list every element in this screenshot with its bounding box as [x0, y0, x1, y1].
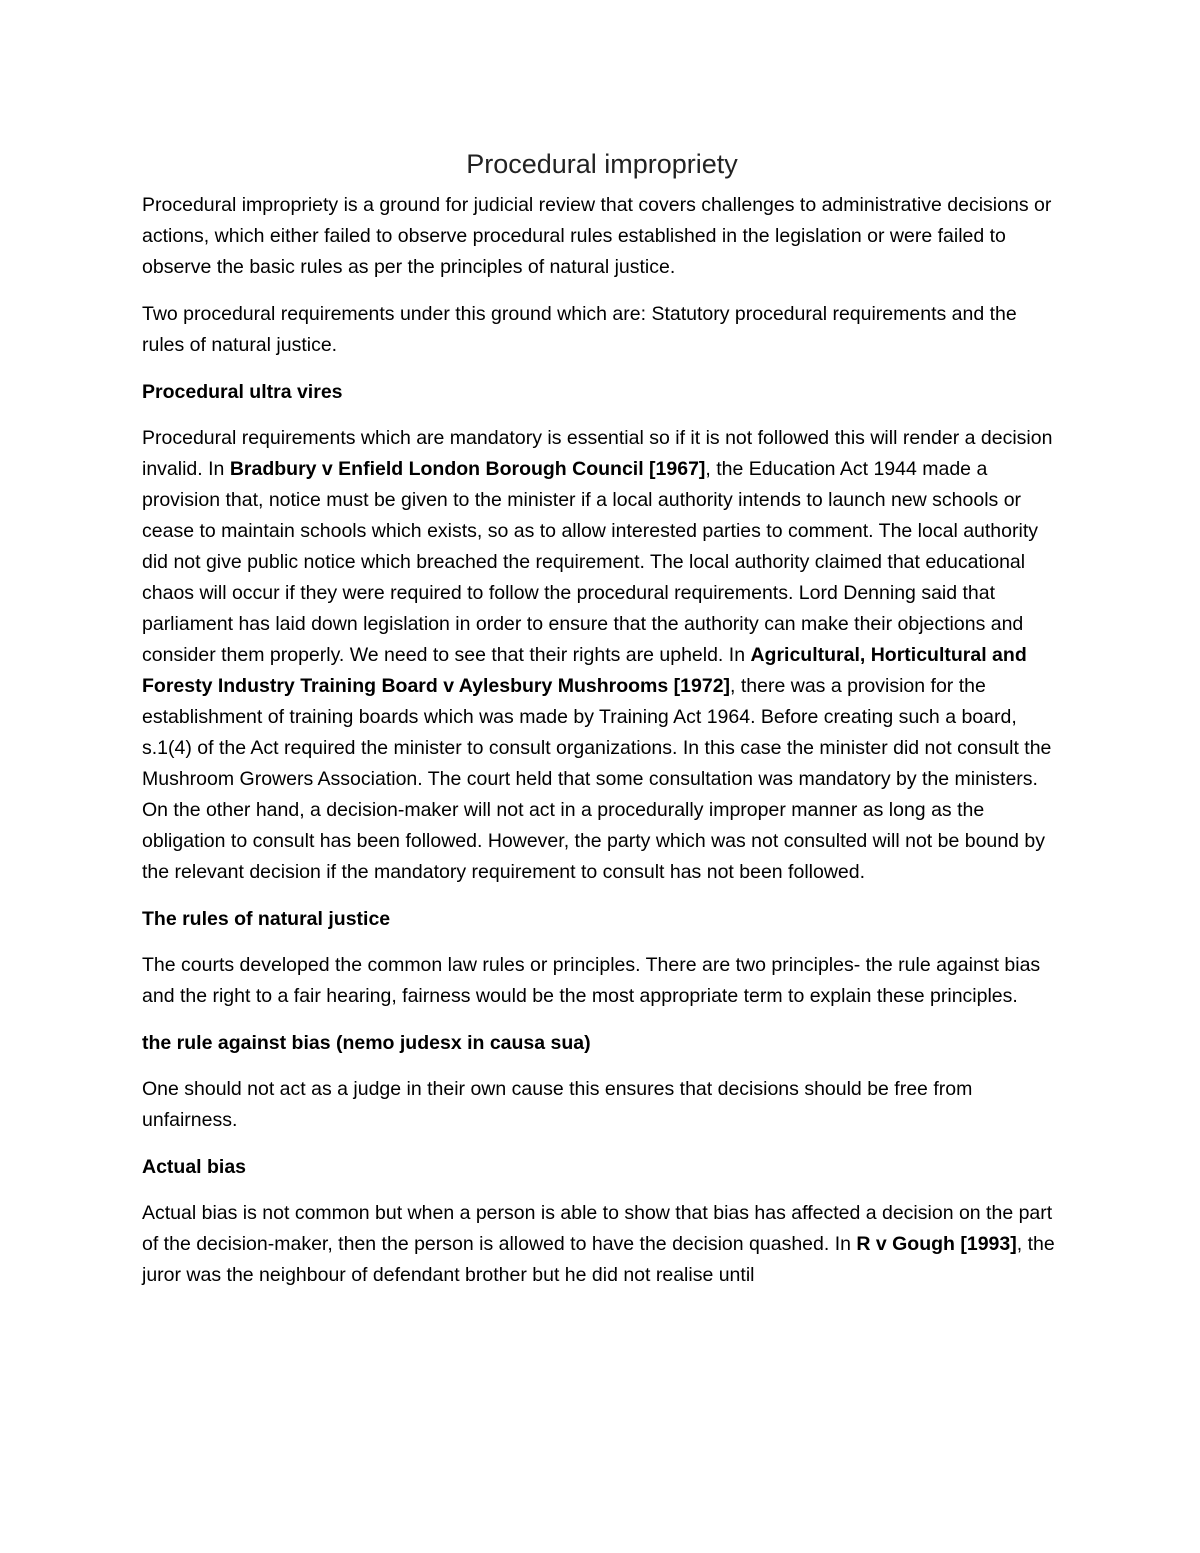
text-segment: , the juror was the neighbour of defendant brother but he did not realise until — [142, 1233, 1055, 1286]
natural-justice-paragraph: The courts developed the common law rules or principles. There are two principles- the rule against bias and the right to a fair hearing, fairness would be the most appropriate term to explain these principles. — [142, 954, 1041, 1007]
rule-against-bias-paragraph: One should not act as a judge in their own cause this ensures that decisions should be free from unfairness. — [142, 1078, 973, 1131]
case-citation-bradbury: Bradbury v Enfield London Borough Council [1967] — [229, 458, 706, 480]
heading-rule-against-bias: the rule against bias (nemo judesx in causa sua) — [142, 1032, 591, 1054]
intro-paragraph-1: Procedural impropriety is a ground for judicial review that covers challenges to administrative decisions or actions, which either failed to observe procedural rules established in the legislation or were failed to observe the basic rules as per the principles of natural justice. — [142, 194, 1052, 278]
actual-bias-paragraph — [142, 1198, 1062, 1291]
intro-paragraph-2: Two procedural requirements under this ground which are: Statutory procedural requirements and the rules of natural justice. — [142, 303, 1017, 356]
text-segment: Procedural requirements which are mandatory is essential so if it is not followed this will render a decision invalid. In — [142, 427, 1053, 480]
case-citation-aylesbury: Agricultural, Horticultural and Foresty Industry Training Board v Aylesbury Mushrooms [1972] — [142, 644, 1027, 697]
heading-procedural-ultra-vires: Procedural ultra vires — [142, 381, 343, 403]
heading-actual-bias: Actual bias — [142, 1156, 247, 1178]
text-segment: , there was a provision for the establishment of training boards which was made by Training Act 1964. Before creating such a board, s.1(4) of the Act required the minister to consult organizations. In this case the minister did not consult the Mushroom Growers Association. The court held that some consultation was mandatory by the ministers. On the other hand, a decision-maker will not act in a procedurally improper manner as long as the obligation to consult has been followed. However, the party which was not consulted will not be bound by the relevant decision if the mandatory requirement to consult has not been followed. — [142, 675, 1052, 883]
heading-rules-of-natural-justice: The rules of natural justice — [142, 908, 391, 930]
document-title: Procedural impropriety — [466, 149, 738, 179]
document-page — [142, 146, 1062, 1307]
text-segment: , the Education Act 1944 made a provision that, notice must be given to the minister if a local authority intends to launch new schools or cease to maintain schools which exists, so as to allow interested parties to comment. The local authority did not give public notice which breached the requirement. The local authority claimed that educational chaos will occur if they were required to follow the procedural requirements. Lord Denning said that parliament has laid down legislation in order to ensure that the authority can make their objections and consider them properly. We need to see that their rights are upheld. In — [142, 458, 1038, 666]
text-segment: Actual bias is not common but when a person is able to show that bias has affected a decision on the part of the decision-maker, then the person is allowed to have the decision quashed. In — [142, 1202, 1053, 1255]
case-citation-gough: R v Gough [1993] — [856, 1233, 1017, 1255]
ultra-vires-paragraph — [142, 423, 1062, 888]
